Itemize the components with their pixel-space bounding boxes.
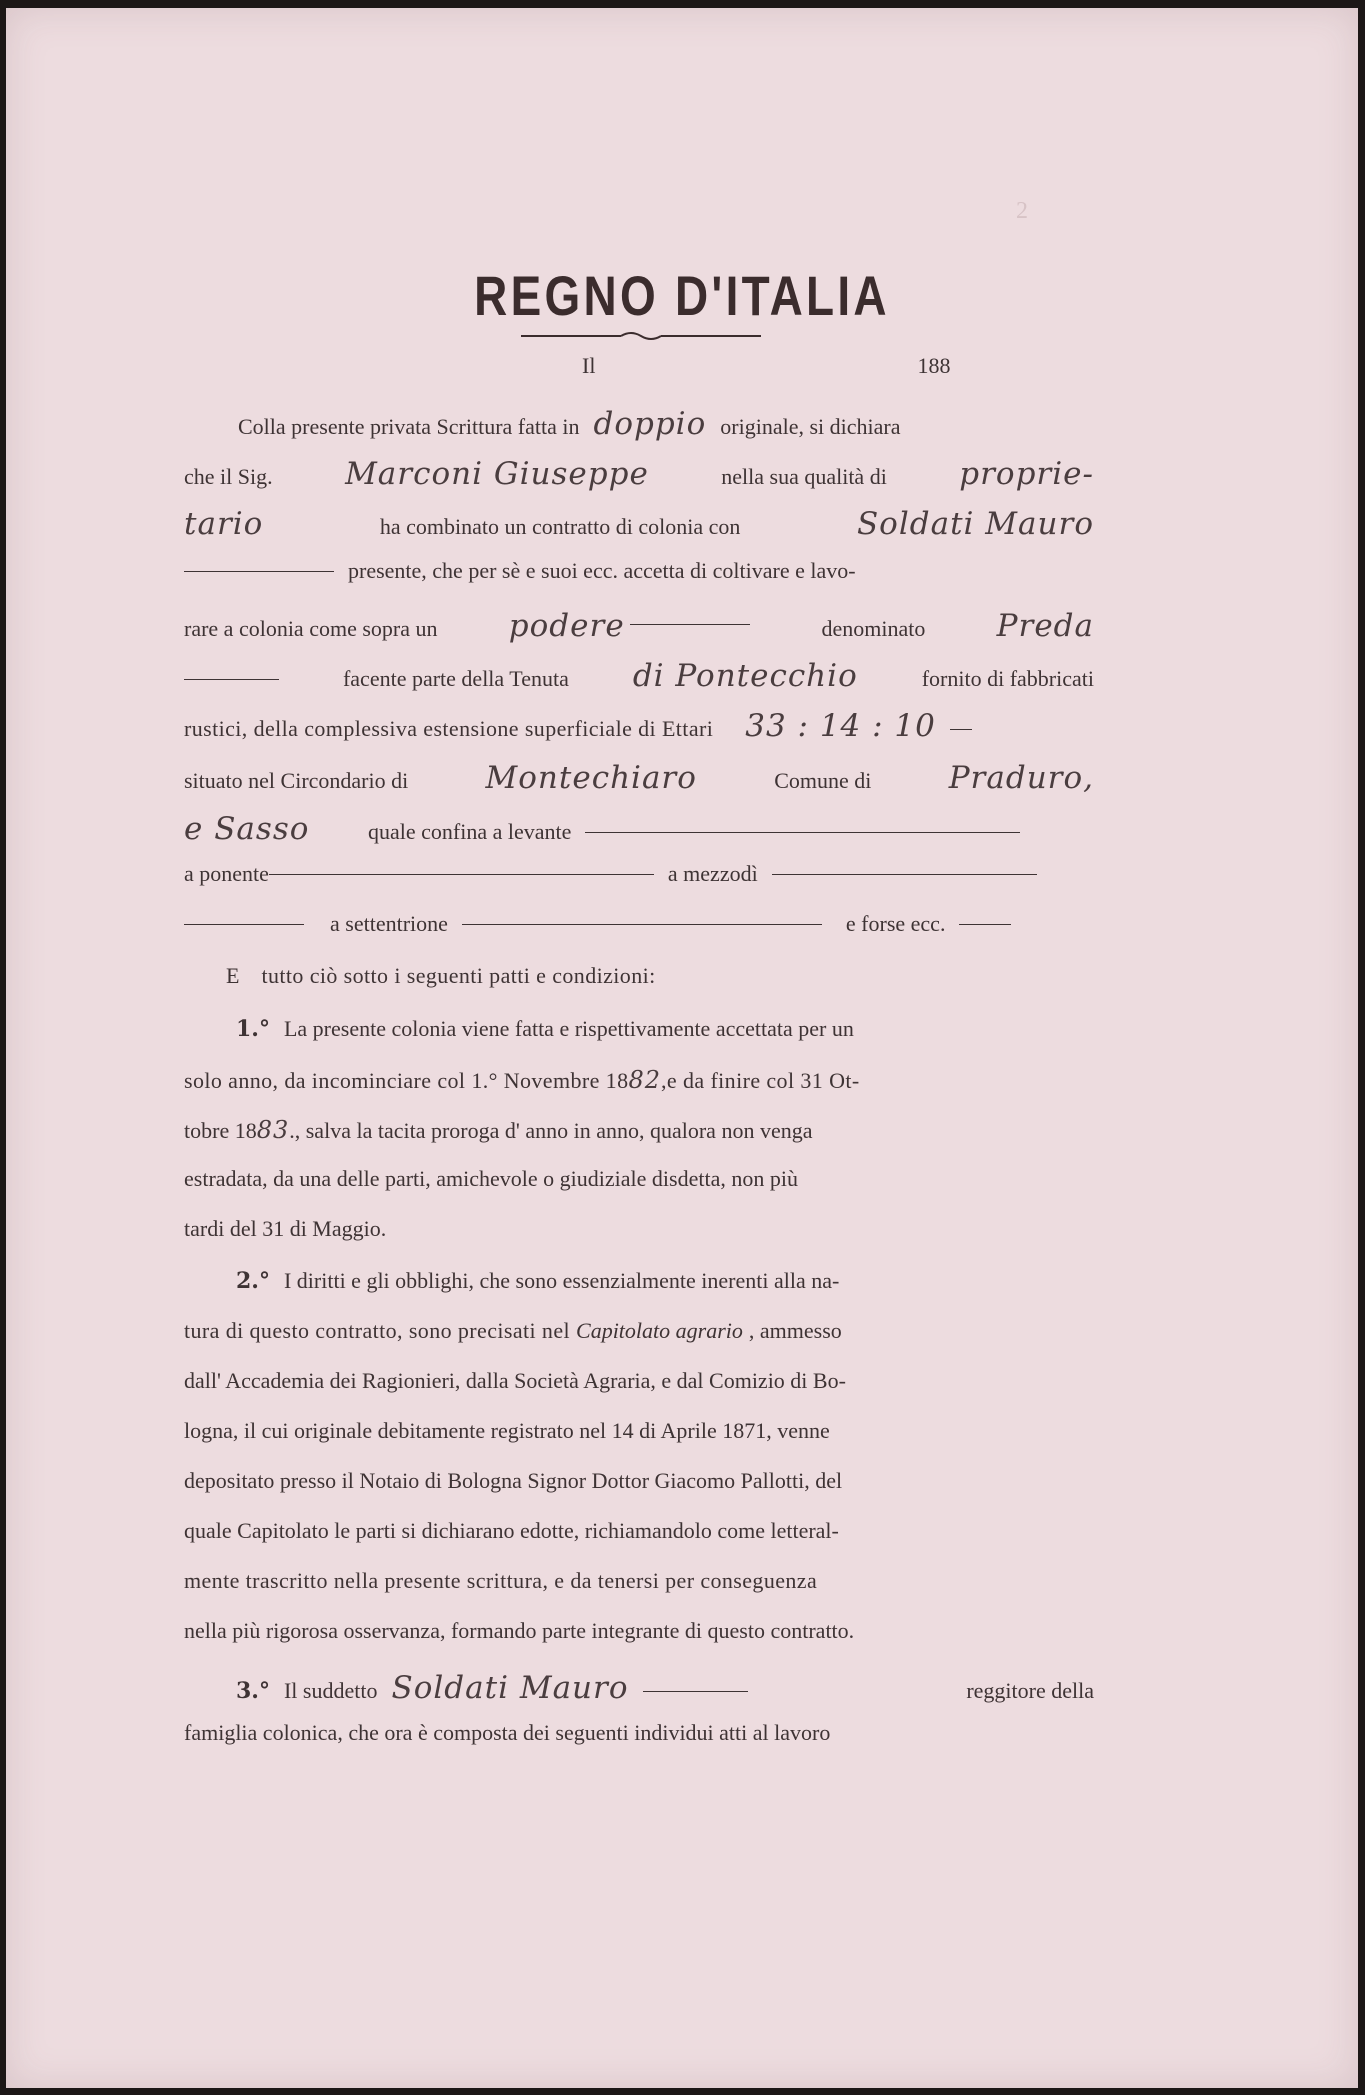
article-text: solo anno, da incominciare col 1.° Novembre 18: [184, 1068, 629, 1093]
article-text: dall' Accademia dei Ragionieri, dalla Società Agraria, e dal Comizio di Bo-: [184, 1368, 846, 1393]
handwritten-estate-name: di Pontecchio: [632, 658, 858, 694]
intro-line-12: [184, 963, 1094, 1013]
title-flourish-divider: [521, 330, 761, 342]
article-text: mente trascritto nella presente scrittura, e da tenersi per conseguenza: [184, 1568, 818, 1593]
article-text: , ammesso: [748, 1318, 842, 1343]
intro-line-1: [184, 406, 1094, 456]
article-2-line-5: [184, 1468, 1094, 1518]
intro-text: tutto ciò sotto i seguenti patti e condizioni:: [261, 963, 656, 988]
intro-text: situato nel Circondario di: [184, 768, 409, 793]
blank-fill-line: [184, 924, 304, 925]
blank-fill-line: [184, 571, 334, 572]
blank-fill-line-south: [772, 874, 1037, 875]
intro-line-6: [184, 658, 1094, 708]
handwritten-property-name: Preda: [996, 608, 1094, 644]
handwritten-colonist-head: Soldati Mauro: [391, 1670, 629, 1706]
intro-text: a ponente: [184, 861, 269, 886]
intro-text: Comune di: [774, 768, 872, 793]
handwritten-municipality-cont: e Sasso: [184, 811, 310, 847]
year-prefix: 188: [917, 353, 951, 378]
intro-text: rustici, della complessiva estensione superficiale di Ettari: [184, 716, 714, 741]
intro-text: a mezzodì: [667, 861, 758, 886]
intro-line-2: [184, 456, 1094, 506]
handwritten-owner-name: Marconi Giuseppe: [345, 456, 649, 492]
intro-line-8: [184, 760, 1094, 810]
article-text: depositato presso il Notaio di Bologna Signor Dottor Giacomo Pallotti, del: [184, 1468, 843, 1493]
handwritten-municipality: Praduro,: [948, 760, 1094, 796]
article-1-line-1: [184, 1016, 1094, 1066]
handwritten-copies: doppio: [593, 406, 707, 442]
handwritten-end-year: 83: [256, 1116, 290, 1144]
blank-fill-line: [630, 624, 750, 625]
article-2-line-7: [184, 1568, 1094, 1618]
intro-text: nella sua qualità di: [721, 464, 887, 489]
handwritten-district: Montechiaro: [485, 760, 697, 796]
intro-text: originale, si dichiara: [720, 414, 901, 439]
article-text: ,e da finire col 31 Ot-: [661, 1068, 860, 1093]
blank-fill-line: [184, 679, 279, 680]
article-number: 3.°: [236, 1678, 270, 1704]
article-text: La presente colonia viene fatta e rispettivamente accettata per un: [283, 1016, 854, 1041]
handwritten-start-year: 82: [628, 1066, 662, 1094]
intro-text: facente parte della Tenuta: [342, 666, 569, 691]
article-2-line-2: [184, 1318, 1094, 1368]
blank-fill-line-north: [462, 924, 822, 925]
article-2-line-8: [184, 1618, 1094, 1668]
handwritten-property-type: podere: [508, 608, 625, 644]
intro-text: fornito di fabbricati: [921, 666, 1094, 691]
intro-text: ha combinato un contratto di colonia con: [379, 514, 741, 539]
intro-line-7: [184, 708, 1094, 758]
article-text: quale Capitolato le parti si dichiarano edotte, richiamandolo come letteral-: [184, 1518, 839, 1543]
intro-text: presente, che per sè e suoi ecc. accetta di coltivare e lavo-: [348, 558, 856, 583]
article-3-line-2: [184, 1720, 1094, 1770]
handwritten-owner-role-cont: tario: [184, 506, 264, 542]
article-text: reggitore della: [966, 1678, 1094, 1703]
article-2-line-1: [184, 1268, 1094, 1318]
intro-line-4: [184, 558, 1094, 608]
intro-text: a settentrione: [330, 911, 448, 936]
article-text: Il suddetto: [283, 1678, 378, 1703]
article-text: tardi del 31 di Maggio.: [184, 1216, 387, 1241]
article-2-line-6: [184, 1518, 1094, 1568]
intro-text: denominato: [821, 616, 926, 641]
article-text: tobre 18: [184, 1118, 257, 1143]
article-1-line-5: [184, 1216, 1094, 1266]
intro-text: E: [226, 963, 240, 988]
blank-fill-line: [643, 1691, 748, 1692]
blank-fill-line: [959, 924, 1011, 925]
intro-text: e forse ecc.: [845, 911, 946, 936]
intro-line-3: [184, 506, 1094, 556]
handwritten-owner-role: proprie-: [959, 456, 1094, 492]
intro-text: quale confina a levante: [368, 819, 572, 844]
intro-text: Colla presente privata Scrittura fatta in: [238, 414, 580, 439]
blank-fill-line-east: [585, 832, 1020, 833]
article-text: estradata, da una delle parti, amichevole o giudiziale disdetta, non più: [184, 1166, 798, 1191]
intro-line-11: [184, 911, 1094, 961]
article-2-line-4: [184, 1418, 1094, 1468]
capitolato-title: Capitolato agrario: [576, 1318, 743, 1343]
intro-text: che il Sig.: [184, 464, 273, 489]
article-text: famiglia colonica, che ora è composta dei seguenti individui atti al lavoro: [184, 1720, 831, 1745]
article-number: 1.°: [236, 1016, 270, 1042]
document-title: REGNO D'ITALIA: [474, 264, 890, 327]
date-prefix: Il: [582, 353, 596, 378]
handwritten-area: 33 : 14 : 10: [745, 708, 936, 744]
document-page: [6, 8, 1358, 2088]
article-1-line-4: [184, 1166, 1094, 1216]
date-line: [184, 353, 1094, 403]
article-number: 2.°: [236, 1268, 270, 1294]
intro-line-5: [184, 608, 1094, 658]
intro-text: rare a colonia come sopra un: [184, 616, 438, 641]
article-text: nella più rigorosa osservanza, formando parte integrante di questo contratto.: [184, 1618, 855, 1643]
article-1-line-2: [184, 1066, 1094, 1116]
article-text: logna, il cui originale debitamente registrato nel 14 di Aprile 1871, venne: [184, 1418, 830, 1443]
show-through-page-number: 2: [1016, 198, 1028, 224]
article-text: ., salva la tacita proroga d' anno in anno, qualora non venga: [289, 1118, 813, 1143]
blank-fill-line: [950, 729, 972, 730]
intro-line-9: [184, 811, 1094, 861]
article-3-line-1: [184, 1670, 1094, 1720]
article-text: tura di questo contratto, sono precisati nel: [184, 1318, 571, 1343]
blank-fill-line-west: [269, 874, 654, 875]
intro-line-10: [184, 861, 1094, 911]
article-2-line-3: [184, 1368, 1094, 1418]
article-text: I diritti e gli obblighi, che sono essenzialmente inerenti alla na-: [283, 1268, 840, 1293]
handwritten-colonist-name: Soldati Mauro: [856, 506, 1094, 542]
article-1-line-3: [184, 1116, 1094, 1166]
